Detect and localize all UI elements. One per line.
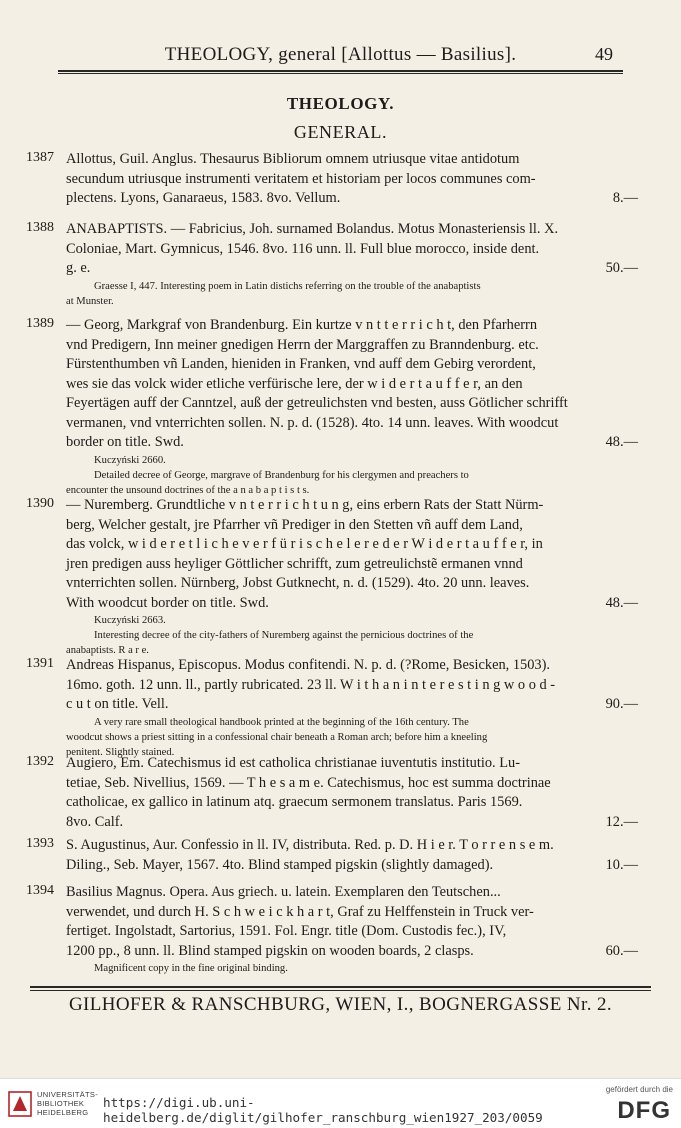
entry-body: [66, 883, 638, 976]
entry-line: S. Augustinus, Aur. Confessio in ll. IV, distributa. Red. p. D. H i e r. T o r r e n s e m.: [66, 837, 554, 853]
entry-note: Interesting decree of the city-fathers of Nuremberg against the pernicious doctrines of the: [94, 630, 474, 641]
entry-price: 10.—: [605, 856, 638, 873]
entry-note: Kuczyński 2660.: [94, 454, 166, 466]
entry-price: 12.—: [605, 813, 638, 830]
entry-note: anabaptists. R a r e.: [66, 645, 149, 656]
entry-line: jren predigen auss heyliger Göttlicher schrifft, zum getreulichstẽ ermanen vnnd: [66, 555, 523, 572]
entry-line: border on title. Swd.: [66, 434, 184, 450]
entry-number: 1392: [26, 754, 54, 769]
entry-line: 1200 pp., 8 unn. ll. Blind stamped pigskin on wooden boards, 2 clasps.: [66, 942, 474, 959]
entry-line: plectens. Lyons, Ganaraeus, 1583. 8vo. Vellum.: [66, 190, 341, 206]
entry-price: 90.—: [605, 696, 638, 712]
entry-line-last: [66, 433, 638, 453]
entry-line: vnterrichten sollen. Nürnberg, Jobst Gutknecht, n. d. (1529). 4to. 20 unn. leaves.: [66, 575, 530, 591]
entry-note: encounter the unsound doctrines of the a n a b a p t i s t s.: [66, 484, 310, 496]
entry-line: vermanen, vnd vnterrichten sollen. N. p. d. (1528). 4to. 14 unn. leaves. With woodcut: [66, 414, 559, 431]
entry-number: 1394: [26, 883, 54, 898]
entry-line: With woodcut border on title. Swd.: [66, 594, 269, 611]
entry-note: penitent. Slightly stained.: [66, 746, 175, 758]
entry-line-last: [66, 813, 638, 833]
entry-line: secundum utriusque instrumenti veritatem et historiam per locos communes com-: [66, 170, 536, 187]
entry-note: Graesse I, 447. Interesting poem in Latin distichs referring on the trouble of the anabaptists: [94, 280, 481, 292]
entry-line: ANABAPTISTS. — Fabricius, Joh. surnamed Bolandus. Motus Monasteriensis ll. X.: [66, 221, 559, 237]
digitization-banner: [0, 1078, 681, 1128]
entry-body: [66, 656, 638, 760]
entry-line: fertiget. Ingolstadt, Sartorius, 1591. Fol. Engr. title (Dom. Custodis fec.), IV,: [66, 923, 507, 939]
permalink-url[interactable]: https://digi.ub.uni-heidelberg.de/diglit/gilhofer_ranschburg_wien1927_203/0059: [103, 1095, 543, 1125]
entry-note: at Munster.: [66, 295, 114, 307]
entry-line: berg, Welcher gestalt, jre Pfarrher vñ Prediger in den Stetten vñ auff dem Land,: [66, 516, 523, 533]
running-head-title: THEOLOGY, general [Allottus — Basilius].: [164, 44, 517, 65]
entry-number: 1391: [26, 656, 54, 671]
section-subheading: GENERAL.: [293, 122, 388, 142]
entry-price: 50.—: [605, 260, 638, 276]
entry-line-last: [66, 594, 638, 614]
entry-line-last: [66, 942, 638, 962]
entry-price: 60.—: [605, 942, 638, 959]
entry-price: 48.—: [605, 434, 638, 450]
entry-number: 1388: [26, 220, 54, 235]
entry-line: Diling., Seb. Mayer, 1567. 4to. Blind stamped pigskin (slightly damaged).: [66, 856, 494, 873]
header-rule-thin: [58, 73, 623, 74]
entry-note: Kuczyński 2663.: [94, 615, 166, 626]
entry-line: — Nuremberg. Grundtliche v n t e r r i c h t u n g, eins erbern Rats der Statt Nürm-: [66, 497, 544, 513]
entry-line: g. e.: [66, 260, 91, 276]
entry-price: 48.—: [605, 594, 638, 611]
entry-line-last: [66, 189, 638, 209]
entry-line: wes sie das volck wider etliche verfürische lere, der w i d e r t a u f f e r, an den: [66, 375, 523, 392]
entry-number: 1390: [26, 496, 54, 511]
entry-line: Fürstenthumben vñ Landen, hieniden in Franken, vnd auff dem Gebirg verordent,: [66, 356, 536, 372]
entry-line: c u t on title. Vell.: [66, 696, 169, 712]
entry-line: verwendet, und durch H. S c h w e i c k h a r t, Graf zu Helffenstein in Truck ver-: [66, 903, 534, 920]
entry-note: A very rare small theological handbook printed at the beginning of the 16th century. The: [94, 716, 469, 728]
library-name: UNIVERSITÄTS- BIBLIOTHEK HEIDELBERG: [37, 1090, 98, 1117]
funding-caption: gefördert durch die: [605, 1085, 673, 1094]
entry-line: vnd Predigern, Inn meiner gnedigen Herrn der Marggraffen zu Branndenburg. etc.: [66, 336, 539, 353]
entry-body: [66, 836, 638, 875]
entry-line: 8vo. Calf.: [66, 813, 124, 830]
entry-line-last: [66, 695, 638, 715]
entry-number: 1387: [26, 150, 54, 165]
entry-price: 8.—: [612, 190, 638, 206]
footer-rule-thin: [30, 990, 651, 991]
entry-body: [66, 150, 638, 209]
footer-rule: [30, 986, 651, 988]
header-rule: [58, 70, 623, 72]
entry-line: Allottus, Guil. Anglus. Thesaurus Bibliorum omnem utriusque vitae antidotum: [66, 151, 520, 167]
dfg-logo: DFG: [617, 1097, 671, 1124]
entry-line: 16mo. goth. 12 unn. ll., partly rubricated. 23 ll. W i t h a n i n t e r e s t i n g w o o d -: [66, 676, 556, 693]
entry-line: das volck, w i d e r e t l i c h e v e r f ü r i s c h e l e r e d e r W i d e r t a u f f e r, in: [66, 536, 543, 552]
entry-body: [66, 754, 638, 832]
page-number: 49: [595, 44, 613, 64]
entry-line: — Georg, Markgraf von Brandenburg. Ein kurtze v n t t e r r i c h t, den Pfarherrn: [66, 317, 538, 333]
section-heading: THEOLOGY.: [286, 94, 395, 113]
entry-body: [66, 496, 638, 658]
entry-number: 1389: [26, 316, 54, 331]
entry-line-last: [66, 259, 638, 279]
entry-note: Magnificent copy in the fine original binding.: [94, 963, 288, 974]
entry-line: catholicae, ex gallico in latinum atq. graecum sermonem translatus. Paris 1569.: [66, 794, 523, 810]
entry-note: woodcut shows a priest sitting in a confessional chair beneath a Roman arch; before him a kneeling: [66, 731, 488, 743]
entry-line: Coloniae, Mart. Gymnicus, 1546. 8vo. 116 unn. ll. Full blue morocco, inside dent.: [66, 240, 540, 257]
entry-note: Detailed decree of George, margrave of Brandenburg for his clergymen and preachers to: [94, 469, 469, 481]
entry-line: Basilius Magnus. Opera. Aus griech. u. latein. Exemplaren den Teutschen...: [66, 884, 501, 900]
running-head: [0, 44, 681, 70]
entry-line: Feyertägen auff der Canntzel, auß der getreulichsten vnd besten, auss Götlicher schrifft: [66, 395, 568, 411]
entry-line-last: [66, 856, 638, 876]
heidelberg-library-logo-icon: [8, 1091, 32, 1117]
entry-number: 1393: [26, 836, 54, 851]
entry-line: tetiae, Seb. Nivellius, 1569. — T h e s a m e. Catechismus, hoc est summa doctrinae: [66, 774, 551, 791]
entry-body: [66, 220, 638, 309]
entry-line: Andreas Hispanus, Episcopus. Modus confitendi. N. p. d. (?Rome, Besicken, 1503).: [66, 657, 551, 673]
publisher-imprint: GILHOFER & RANSCHBURG, WIEN, I., BOGNERGASSE Nr. 2.: [68, 994, 613, 1015]
entry-body: [66, 316, 638, 498]
entry-line: Augiero, Em. Catechismus id est catholica christianae iuventutis institutio. Lu-: [66, 755, 521, 771]
